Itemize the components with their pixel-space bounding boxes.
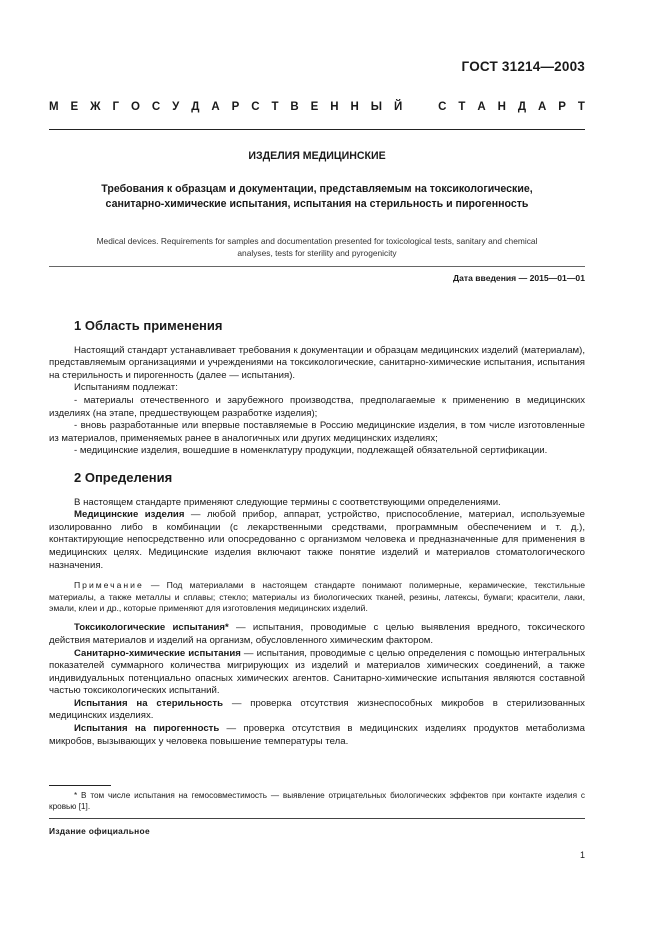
document-subtitle bbox=[49, 182, 585, 212]
interstate-letter: А bbox=[211, 101, 220, 113]
note-label: Примечание bbox=[74, 580, 144, 591]
interstate-letter: Р bbox=[558, 101, 566, 113]
interstate-gap bbox=[414, 101, 426, 113]
section-1-list-item: - материалы отечественного и зарубежного производства, предполагаемые к применению в медицинских изделиях (на этапе, предшествующем разработке изделия); bbox=[49, 394, 585, 419]
definition-toxicological-tests bbox=[49, 622, 585, 647]
interstate-letter: Н bbox=[350, 101, 359, 113]
english-title-line: Medical devices. Requirements for samples and documentation presented for toxicological tests, sanitary and chemical bbox=[96, 236, 538, 246]
document-body bbox=[49, 320, 585, 748]
interstate-letter: Ж bbox=[90, 101, 101, 113]
interstate-letter: С bbox=[251, 101, 260, 113]
subtitle-line: Требования к образцам и документации, представляемым на токсикологические, bbox=[101, 183, 533, 195]
term-name: Испытания на пирогенность bbox=[74, 723, 220, 735]
interstate-letter: У bbox=[172, 101, 180, 113]
section-1-paragraph: Испытаниям подлежат: bbox=[74, 382, 178, 394]
interstate-letter: Г bbox=[112, 101, 120, 113]
note-text: — Под материалами в настоящем стандарте понимают полимерные, керамические, текстильные материалы, а также металлы и сплавы; стекло; материалы из биологических тканей, резины, латексы, бумаги; красители, лаки, эмали, клеи и др., которые применяют для изготовления медицинских изделий. bbox=[49, 580, 585, 613]
english-title bbox=[49, 235, 585, 259]
gost-code: ГОСТ 31214—2003 bbox=[461, 59, 585, 74]
term-definition: — проверка отсутствия жизнеспособных микробов в стерилизованных медицинских изделиях. bbox=[49, 697, 585, 722]
header-rule bbox=[49, 129, 585, 130]
english-title-rule bbox=[49, 266, 585, 267]
section-1-list-item: - вновь разработанные или впервые поставляемые в Россию медицинские изделия, в том числе изготовленные из материалов, применяемых ранее в аналогичных или других медицинских изделиях; bbox=[49, 420, 585, 444]
interstate-letter: Д bbox=[191, 101, 200, 113]
interstate-letter: Е bbox=[310, 101, 319, 113]
edition-label: Издание официальное bbox=[49, 826, 150, 836]
interstate-letter: Д bbox=[517, 101, 527, 113]
interstate-letter: Н bbox=[497, 101, 506, 113]
interstate-letter: Ы bbox=[370, 101, 383, 113]
term-name: Токсикологические испытания* bbox=[74, 622, 229, 634]
interstate-standard-heading bbox=[49, 101, 585, 113]
document-title: ИЗДЕЛИЯ МЕДИЦИНСКИЕ bbox=[248, 150, 386, 162]
term-definition: — испытания, проводимые с целью выявления вредного, токсического действия материалов и изделий на организм, обусловленного химическим фактором. bbox=[49, 622, 586, 646]
section-1-list-item: - медицинские изделия, вошедшие в номенклатуру продукции, подлежащей обязательной сертификации. bbox=[74, 445, 548, 457]
interstate-letter: Р bbox=[231, 101, 240, 113]
interstate-letter: А bbox=[537, 101, 547, 113]
interstate-letter: С bbox=[438, 101, 447, 113]
section-1-paragraph: Настоящий стандарт устанавливает требования к документации и образцам медицинских изделий (материалам), представляемым организациями и учреждениями на токсикологические, санитарно-химические испытания, испытания на стерильность и пирогенность (далее — испытания). bbox=[49, 344, 585, 381]
term-definition: — испытания, проводимые с целью определения с помощью интегральных показателей суммарного количества мигрирующих из изделий и материалов химических соединений, а также индивидуальных потенциально опасных химических агентов. Санитарно-химические испытания являются составной частью токсикологических испытаний. bbox=[49, 647, 586, 697]
interstate-letter: Т bbox=[577, 101, 585, 113]
interstate-letter: А bbox=[477, 101, 486, 113]
term-name: Испытания на стерильность bbox=[74, 697, 223, 709]
term-definition: — проверка отсутствия в медицинских изделиях продуктов метаболизма микробов, вызывающих у человека повышение температуры тела. bbox=[49, 723, 585, 747]
term-name: Санитарно-химические испытания bbox=[74, 647, 241, 659]
footnote: * В том числе испытания на гемосовместимость — выявление отрицательных биологических эффектов при контакте изделия с кровью [1]. bbox=[49, 791, 585, 812]
definition-pyrogenicity-tests bbox=[49, 723, 585, 748]
interstate-letter: Т bbox=[458, 101, 466, 113]
introduction-date: Дата введения — 2015—01—01 bbox=[452, 273, 585, 283]
interstate-letter: Т bbox=[271, 101, 279, 113]
interstate-letter: Н bbox=[330, 101, 339, 113]
term-definition: — любой прибор, аппарат, устройство, приспособление, материал, используемые изолированно либо в комбинации (с лекарственными средствами, программным обеспечением и т. д.), контактирующие непосредственно или опосредованно с организмом человека и предназначенные для применения в медицинских целях. Медицинские изделия включают также понятие изделий и материалов стоматологического назначения. bbox=[49, 509, 585, 571]
interstate-letter: В bbox=[290, 101, 299, 113]
interstate-letter: Е bbox=[70, 101, 79, 113]
edition-rule bbox=[49, 818, 585, 819]
interstate-letter: С bbox=[151, 101, 161, 113]
note bbox=[49, 580, 585, 614]
interstate-letter: О bbox=[130, 101, 140, 113]
interstate-letter: М bbox=[49, 101, 59, 113]
interstate-letter: Й bbox=[393, 101, 403, 113]
definition-sanitary-chemical-tests bbox=[49, 648, 585, 698]
page-number: 1 bbox=[579, 850, 585, 860]
section-2-intro: В настоящем стандарте применяют следующие термины с соответствующими определениями. bbox=[74, 496, 501, 508]
footnote-rule bbox=[49, 785, 111, 786]
term-name: Медицинские изделия bbox=[74, 509, 185, 521]
subtitle-line: санитарно-химические испытания, испытания на стерильность и пирогенность bbox=[105, 198, 529, 210]
section-1-heading: 1 Область применения bbox=[74, 318, 223, 333]
english-title-line: analyses, tests for sterility and pyrogenicity bbox=[237, 248, 397, 258]
definition-sterility-tests bbox=[49, 698, 585, 723]
definition-medical-devices bbox=[49, 509, 585, 572]
section-2-heading: 2 Определения bbox=[74, 469, 173, 485]
